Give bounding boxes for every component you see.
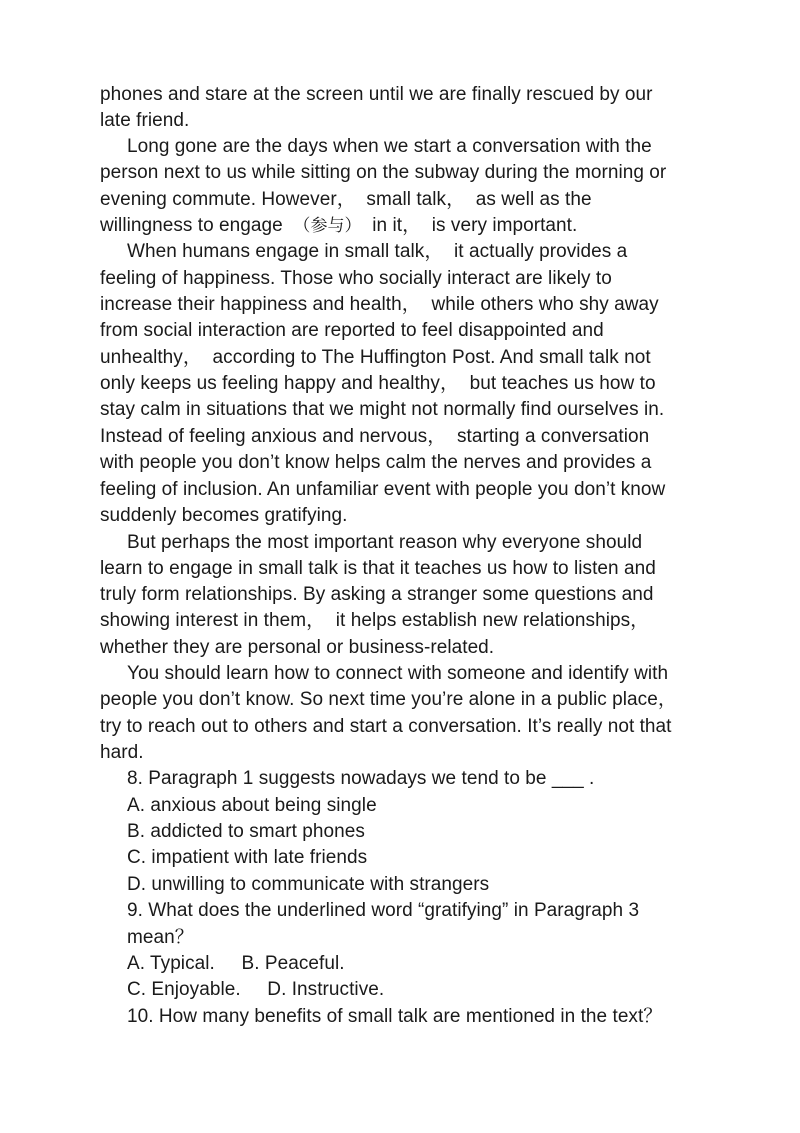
passage-line: phones and stare at the screen until we are finally rescued by our <box>100 84 653 105</box>
passage-line: feeling of happiness. Those who socially interact are likely to <box>100 268 612 289</box>
answer-option: C. Enjoyable. D. Instructive. <box>127 979 385 1000</box>
passage-line: try to reach out to others and start a conversation. It’s really not that <box>100 716 672 737</box>
passage-line: stay calm in situations that we might not normally find ourselves in. <box>100 399 665 420</box>
passage-line: feeling of inclusion. An unfamiliar event with people you don’t know <box>100 479 666 500</box>
passage-line: learn to engage in small talk is that it teaches us how to listen and <box>100 558 656 579</box>
answer-option: B. addicted to smart phones <box>127 821 365 842</box>
passage-line: with people you don’t know helps calm the nerves and provides a <box>100 452 652 473</box>
passage-line: showing interest in them， it helps establish new relationships， <box>100 610 650 631</box>
passage-line: When humans engage in small talk， it actually provides a <box>127 241 628 262</box>
passage-line: unhealthy， according to The Huffington Post. And small talk not <box>100 347 651 368</box>
passage-line: But perhaps the most important reason why everyone should <box>127 532 643 553</box>
passage-text: in it， is very important. <box>361 215 578 236</box>
passage-line: hard. <box>100 742 144 763</box>
passage-line: person next to us while sitting on the subway during the morning or <box>100 162 667 183</box>
question-stem: mean？ <box>127 927 194 948</box>
chinese-gloss: （参与） <box>293 216 362 236</box>
question-stem: 10. How many benefits of small talk are mentioned in the text？ <box>127 1006 663 1027</box>
answer-option: C. impatient with late friends <box>127 847 368 868</box>
passage-line: You should learn how to connect with someone and identify with <box>127 663 669 684</box>
passage-line: truly form relationships. By asking a stranger some questions and <box>100 584 654 605</box>
answer-option: A. Typical. B. Peaceful. <box>127 953 345 974</box>
passage-line: evening commute. However， small talk， as well as the <box>100 189 592 210</box>
answer-option: D. unwilling to communicate with strangers <box>127 874 490 895</box>
passage-text: willingness to engage <box>100 215 294 236</box>
passage-line: only keeps us feeling happy and healthy， but teaches us how to <box>100 373 656 394</box>
passage-line: increase their happiness and health， while others who shy away <box>100 294 659 315</box>
passage-line: Long gone are the days when we start a conversation with the <box>127 136 652 157</box>
passage-line <box>100 213 577 239</box>
passage-line: whether they are personal or business-related. <box>100 637 495 658</box>
passage-line: people you don’t know. So next time you’re alone in a public place， <box>100 689 677 710</box>
passage-line: Instead of feeling anxious and nervous， starting a conversation <box>100 426 650 447</box>
question-stem: 8. Paragraph 1 suggests nowadays we tend to be ___ . <box>127 768 595 789</box>
passage-line: from social interaction are reported to feel disappointed and <box>100 320 604 341</box>
answer-option: A. anxious about being single <box>127 795 377 816</box>
passage-line: late friend. <box>100 110 190 131</box>
passage-line: suddenly becomes gratifying. <box>100 505 348 526</box>
question-stem: 9. What does the underlined word “gratifying” in Paragraph 3 <box>127 900 640 921</box>
